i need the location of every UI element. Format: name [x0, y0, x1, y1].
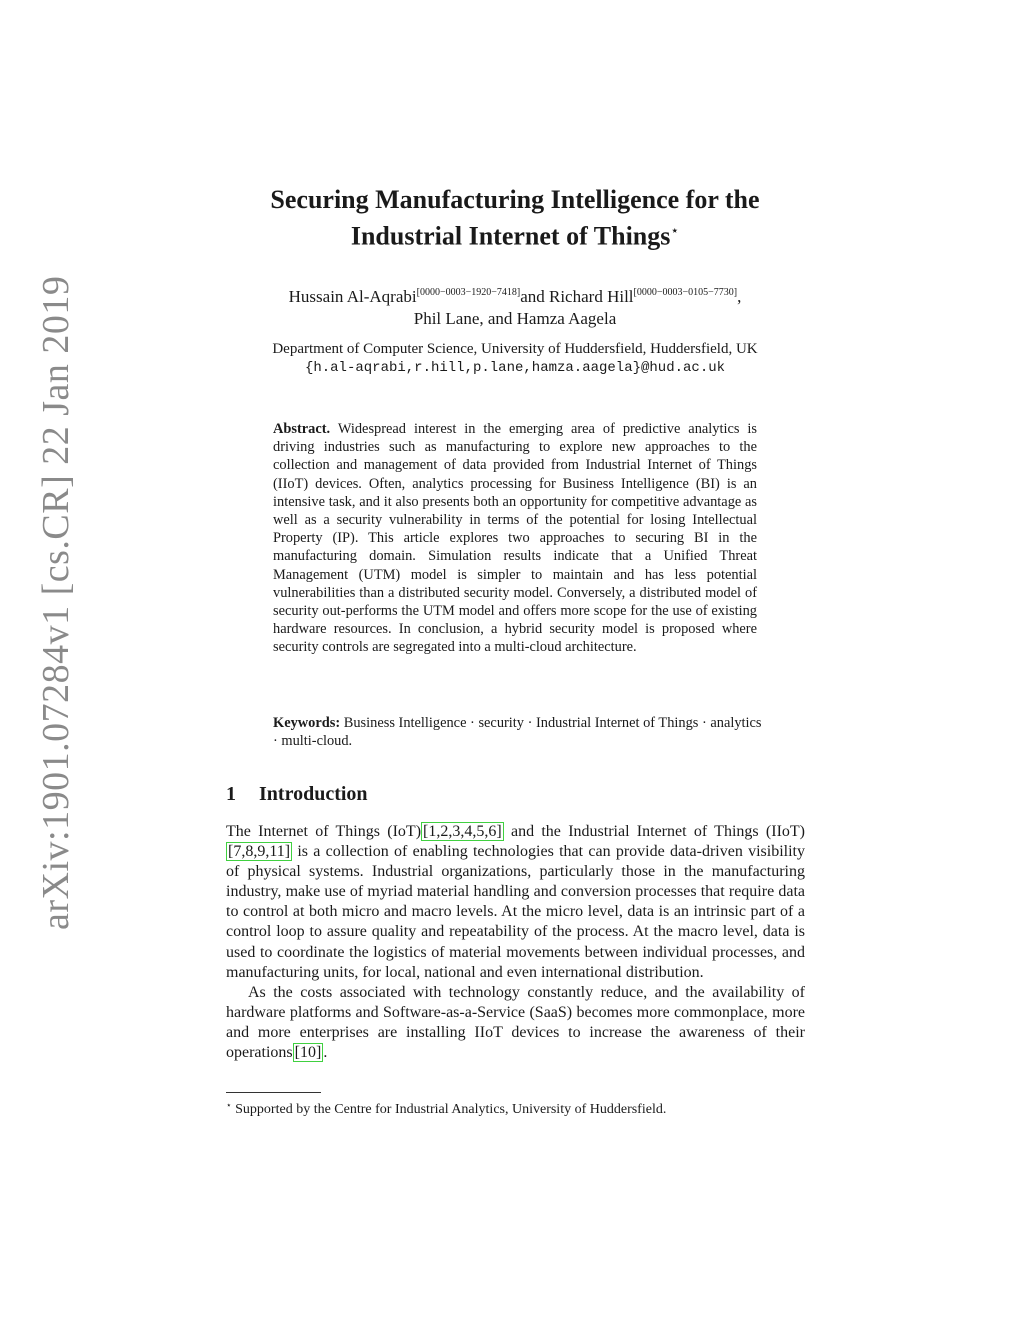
footnote-text: Supported by the Centre for Industrial Analytics, University of Huddersfield. — [235, 1102, 667, 1117]
paragraph-text: is a collection of enabling technologies that can provide data-driven visibility of physical systems. Industrial organizations, particularly those in the manufacturing industry, make use of myriad material handling and conversion processes that require data to control at both micro and macro levels. At the micro level, data is an intrinsic part of a control loop to assure quality and repeatability of the process. At the macro level, data is used to coordinate the logistics of material movements between individual processes, and manufacturing units, for local, national and even international distribution. — [226, 843, 805, 981]
keywords-label: Keywords: — [273, 715, 341, 731]
keywords-text: Business Intelligence · security · Industrial Internet of Things · analytics · multi-cloud. — [273, 715, 762, 750]
author-list — [180, 282, 850, 330]
citation-link[interactable]: [10] — [294, 1044, 322, 1062]
section-heading — [226, 781, 368, 807]
paragraph-text: As the costs associated with technology constantly reduce, and the availability of hardware platforms and Software-as-a-Service (SaaS) becomes more commonplace, more and more enterprises are installing IIoT devices to increase the awareness of their operations — [226, 983, 805, 1062]
title-line-1: Securing Manufacturing Intelligence for the — [270, 185, 760, 214]
author-line-2: Phil Lane, and Hamza Aagela — [413, 309, 617, 328]
citation-link[interactable]: [1,2,3,4,5,6] — [423, 823, 502, 840]
title-footnote-marker: ⋆ — [670, 224, 680, 239]
arxiv-stamp: arXiv:1901.07284v1 [cs.CR] 22 Jan 2019 — [35, 275, 77, 930]
title-line-2-text: Industrial Internet of Things — [350, 221, 671, 251]
author-line-1 — [180, 282, 850, 308]
keywords — [273, 714, 763, 750]
footnote-marker: ⋆ — [226, 1100, 232, 1110]
paper-title — [180, 184, 850, 253]
author-1-orcid[interactable]: [0000−0003−1920−7418] — [416, 287, 521, 298]
paragraph-text: and the Industrial Internet of Things (IIoT) — [503, 823, 805, 840]
citation-link[interactable]: [7,8,9,11] — [228, 843, 291, 861]
author-2-orcid[interactable]: [0000−0003−0105−7730] — [633, 287, 738, 298]
footnote — [226, 1096, 806, 1119]
author-comma: , — [737, 287, 742, 306]
department: Department of Computer Science, University of Huddersfield, Huddersfield, UK — [272, 341, 758, 357]
paragraph — [226, 822, 805, 983]
paragraph — [226, 983, 805, 1063]
abstract — [273, 420, 757, 657]
section-number: 1 — [226, 783, 236, 805]
section-title: Introduction — [259, 783, 368, 805]
abstract-text: Widespread interest in the emerging area of predictive analytics is driving industries such as manufacturing to explore new approaches to the collection and management of data provided from Industrial Internet of Things (IIoT) devices. Often, analytics processing for Business Intelligence (BI) is an intensive task, and it also presents both an opportunity for competitive advantage as well as a security vulnerability in terms of the potential for losing Intellectual Property (IP). This article explores two approaches to securing BI in the manufacturing domain. Simulation results indicate that a Unified Threat Management (UTM) model is simpler to maintain and has less potential vulnerabilities than a distributed security model. Conversely, a distributed model of security out-performs the UTM model and offers more scope for the use of existing hardware resources. In conclusion, a hybrid security model is proposed where security controls are segregated into a multi-cloud architecture. — [273, 421, 757, 656]
abstract-label: Abstract. — [273, 421, 331, 437]
author-2: and Richard Hill — [520, 287, 634, 306]
footnote-rule — [226, 1092, 321, 1093]
title-line-2 — [180, 216, 850, 253]
paragraph-text: The Internet of Things (IoT) — [226, 823, 422, 840]
affiliation — [180, 340, 850, 378]
introduction-body — [226, 822, 805, 1063]
email-addresses[interactable]: {h.al-aqrabi,r.hill,p.lane,hamza.aagela}@hud.ac.uk — [304, 360, 726, 376]
author-1: Hussain Al-Aqrabi — [288, 287, 417, 306]
paragraph-text: . — [323, 1044, 328, 1062]
